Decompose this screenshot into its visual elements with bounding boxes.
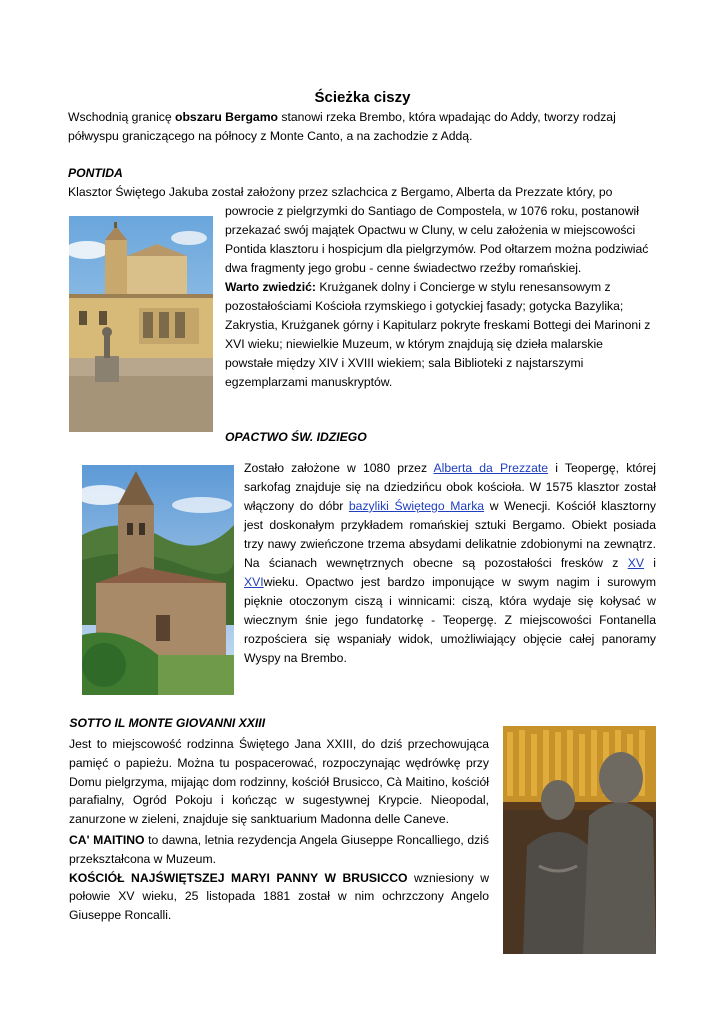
pontida-line: przekazać swój majątek Opactwu w Cluny, w celu założenia w miejscowości	[225, 223, 636, 237]
visit-line: egzemplarzami manuskryptów.	[225, 375, 393, 389]
link-bazyliki-swietego-marka[interactable]: bazyliki Świętego Marka	[348, 498, 485, 513]
sotto-body	[69, 735, 489, 925]
opactwo-abbey-photo	[82, 465, 234, 695]
brusicco-church-label: KOŚCIÓŁ NAJŚWIĘTSZEJ MARYI PANNY W BRUSICCO	[69, 870, 408, 885]
intro-bold: obszaru Bergamo	[175, 110, 278, 124]
intro-line1-rest: stanowi rzeka Brembo, która wpadając do Addy, tworzy rodzaj	[278, 110, 616, 124]
pontida-line: Pontida klasztoru i hospicjum dla pielgrzymów. Pod ołtarzem można podziwiać	[225, 242, 649, 256]
section-heading-sotto: SOTTO IL MONTE GIOVANNI XXIII	[66, 716, 266, 730]
link-xvi[interactable]: XVI	[244, 574, 264, 589]
link-alberta-da-prezzate[interactable]: Alberta da Prezzate	[433, 461, 549, 475]
opactwo-text: i Teopergę, której sarkofag znajduje się na dziedzińcu obok kościoła. W 1575 klasztor został włączony do dóbr	[244, 461, 657, 513]
sotto-paragraph-1: Jest to miejscowość rodzinna Świętego Jana XXIII, do dziś przechowująca pamięć o papieżu. Można tu pospacerować, rozpoczynając wędrówkę przy Domu pielgrzyma, mijając dom rodzinny, kościół Brusicco, Cà Maitino, kościół parafialny, Ogród Pokoju i kończąc w sugestywnej Krypcie. Nieopodal, zanurzone w zieleni, znajduje się sanktuarium Madonna delle Caneve.	[69, 737, 489, 827]
link-xv[interactable]: XV	[627, 555, 644, 570]
sotto-paragraph-2-text: to dawna, letnia rezydencja Angela Giuseppe Roncalliego, dziś przekształcona w Muzeum.	[69, 832, 489, 866]
pontida-line1: Klasztor Świętego Jakuba został założony przez szlachcica z Bergamo, Alberta da Prezzate który, po	[68, 185, 613, 199]
section-heading-pontida: PONTIDA	[68, 166, 123, 180]
visit-line: pozostałościami Kościoła rzymskiego i gotyckiej fasady; gotycka Bazylika;	[225, 299, 624, 313]
pontida-line: powrocie z pielgrzymki do Santiago de Compostela, w 1076 roku, postanowił	[225, 204, 639, 218]
intro-pre: Wschodnią granicę	[68, 110, 176, 124]
visit-line: powstałe między XIV i XVIII wiekiem; sala Biblioteki z najstarszymi	[225, 356, 584, 370]
pontida-line: dwa fragmenty jego grobu - cenne świadectwo rzeźby romańskiej.	[225, 261, 582, 275]
roncalli-statue-photo	[503, 726, 656, 954]
sotto-paragraph-3-text: wzniesiony w połowie XV wieku, 25 listopada 1881 został w nim ochrzczony Angelo Giuseppe Roncalli.	[69, 870, 489, 923]
opactwo-text: w Wenecji. Kościół klasztorny jest doskonałym przykładem romańskiej sztuki Bergamo. Obiekt posiada trzy nawy zwieńczone trzema absydami delikatnie zdobionymi na zewnątrz. Na ścianach wewnętrznych obecne są pozostałości fresków z	[244, 498, 656, 570]
section-heading-opactwo: OPACTWO ŚW. IDZIEGO	[225, 430, 367, 444]
visit-label: Warto zwiedzić:	[225, 280, 316, 294]
ca-maitino-label: CA' MAITINO	[69, 832, 145, 847]
opactwo-text: wieku. Opactwo jest bardzo imponujące w swym nagim i surowym pięknie otoczonym ciszą i winnicami: ciszą, która wydaje się kołysać w wiecznym śnie jego fundatorkę - Teopergę. Z miejscowości Fontanella rozpościera się wspaniały widok, umożliwiający objęcie całej panoramy Wyspy na Brembo.	[244, 574, 656, 665]
sotto-paragraph-2	[69, 831, 489, 869]
intro-line2: półwyspu graniczącego na północy z Monte Canto, a na zachodzie z Addą.	[68, 129, 473, 143]
opactwo-text: i	[643, 555, 657, 570]
sotto-paragraph-3	[69, 869, 489, 925]
visit-first: Krużganek dolny i Concierge w stylu renesansowym z	[315, 280, 611, 294]
intro-paragraph	[68, 108, 658, 146]
visit-line: XVI wieku; niewielkie Muzeum, w którym znajdują się dzieła malarskie	[225, 337, 603, 351]
visit-line: Zakrystia, Krużganek górny i Kapitularz pokryte freskami Bottegi dei Marinoni z	[225, 318, 651, 332]
pontida-monastery-photo	[69, 216, 213, 432]
opactwo-body	[244, 459, 656, 667]
opactwo-text: Zostało założone w 1080 przez	[244, 461, 434, 475]
pontida-body	[225, 202, 665, 392]
page-title: Ścieżka ciszy	[314, 89, 411, 106]
